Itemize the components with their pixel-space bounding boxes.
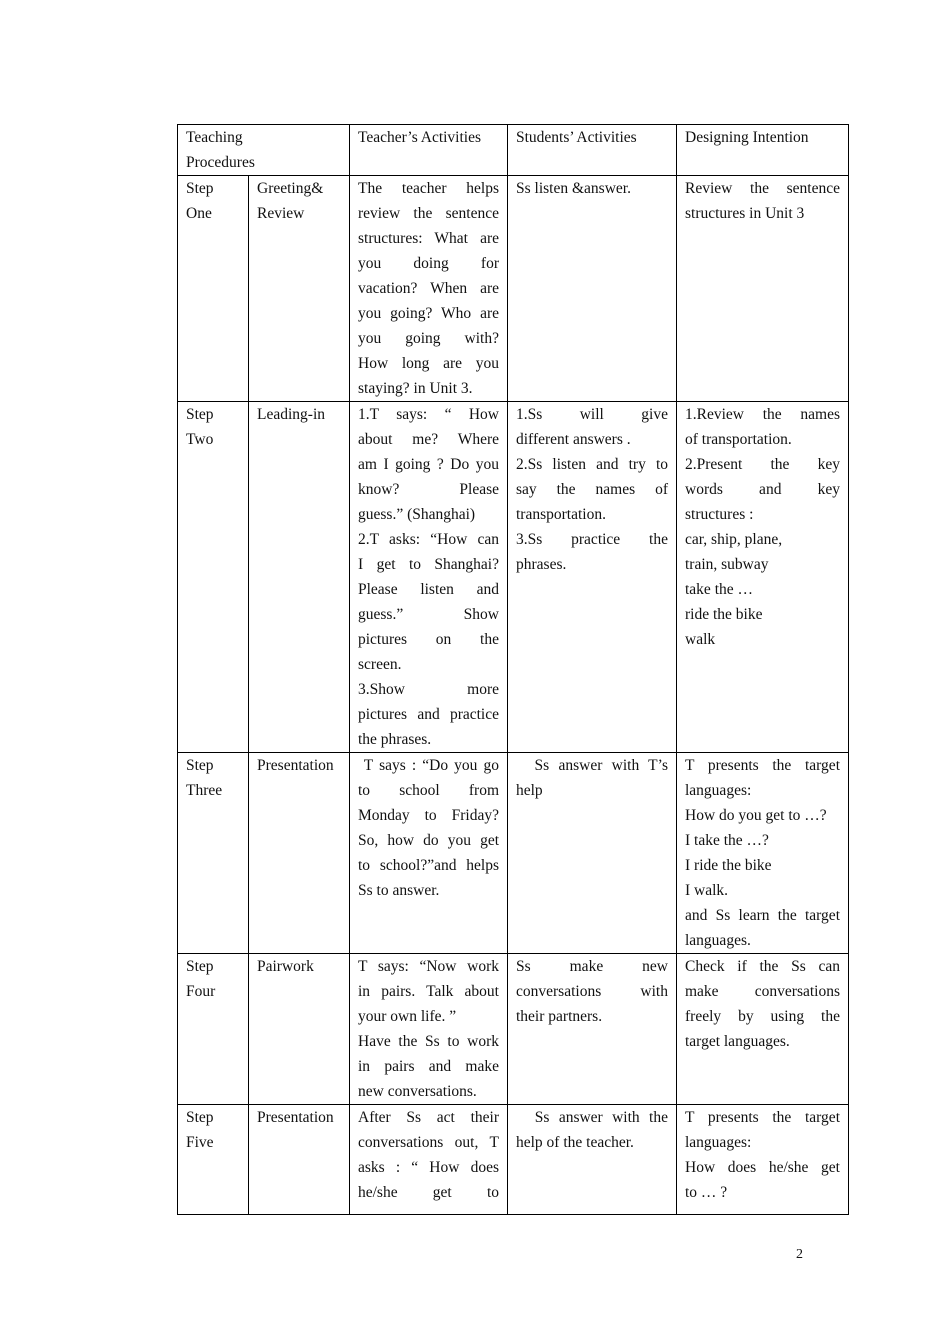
cell-line: in pairs and make <box>358 1058 499 1075</box>
cell-line: make conversations <box>685 983 840 1000</box>
cell-line: Four <box>186 983 216 1000</box>
table-row <box>178 402 849 753</box>
cell-line: Three <box>186 782 223 799</box>
cell-line: So, how do you get <box>358 832 499 849</box>
cell-line: One <box>186 205 212 222</box>
cell-line: 1.Ss will give <box>516 406 668 423</box>
cell-line: train, subway <box>685 556 769 573</box>
cell-line: you doing for <box>358 255 499 272</box>
intention-cell <box>677 753 849 954</box>
cell-line: structures: What are <box>358 230 499 247</box>
step-cell <box>178 954 249 1105</box>
cell-line: about me? Where <box>358 431 499 448</box>
cell-line: Monday to Friday? <box>358 807 499 824</box>
cell-line: and Ss learn the target <box>685 907 840 924</box>
cell-line: pictures and practice <box>358 706 499 723</box>
cell-line: transportation. <box>516 506 606 523</box>
intention-cell <box>677 176 849 402</box>
student-activity-cell <box>508 1105 677 1215</box>
cell-line: guess.” (Shanghai) <box>358 506 476 523</box>
cell-line: walk <box>685 631 716 648</box>
cell-line: I take the …? <box>685 832 769 849</box>
cell-line: words and key <box>685 481 840 498</box>
cell-line: staying? in Unit 3. <box>358 380 473 397</box>
cell-line: Presentation <box>257 757 334 774</box>
cell-line: I walk. <box>685 882 729 899</box>
cell-line: different answers . <box>516 431 631 448</box>
cell-line: Check if the Ss can <box>685 958 840 975</box>
cell-line: pictures on the <box>358 631 499 648</box>
cell-line: conversations out, T <box>358 1134 499 1151</box>
cell-line: T presents the target <box>685 757 840 774</box>
cell-line: Five <box>186 1134 214 1151</box>
cell-line: Step <box>186 1109 214 1126</box>
cell-line: languages: <box>685 782 752 799</box>
intention-cell <box>677 1105 849 1215</box>
cell-line: 2.Present the key <box>685 456 840 473</box>
teacher-activity-cell <box>350 402 508 753</box>
cell-line: Review <box>257 205 305 222</box>
table-row <box>178 753 849 954</box>
cell-line: Ss to answer. <box>358 882 440 899</box>
cell-line: I ride the bike <box>685 857 772 874</box>
cell-line: I get to Shanghai? <box>358 556 499 573</box>
cell-line: T presents the target <box>685 1109 840 1126</box>
header-teaching-procedures: Teaching Procedures <box>178 125 350 176</box>
step-cell <box>178 176 249 402</box>
cell-line: Step <box>186 180 214 197</box>
cell-line: freely by using the <box>685 1008 840 1025</box>
cell-line: How long are you <box>358 355 499 372</box>
cell-line: know? Please <box>358 481 499 498</box>
intention-cell <box>677 402 849 753</box>
cell-line: vacation? When are <box>358 280 499 297</box>
student-activity-cell <box>508 402 677 753</box>
cell-line: 3.Ss practice the <box>516 531 668 548</box>
cell-line: 1.Review the names <box>685 406 840 423</box>
cell-line: car, ship, plane, <box>685 531 783 548</box>
cell-line: Ss listen &answer. <box>516 180 631 197</box>
header-students-activities: Students’ Activities <box>508 125 677 176</box>
student-activity-cell <box>508 176 677 402</box>
cell-line: guess.” Show <box>358 606 499 623</box>
cell-line: The teacher helps <box>358 180 499 197</box>
cell-line: take the … <box>685 581 754 598</box>
table-row <box>178 954 849 1105</box>
cell-line: Two <box>186 431 214 448</box>
cell-line: After Ss act their <box>358 1109 499 1126</box>
cell-line: Ss answer with the <box>516 1109 668 1126</box>
student-activity-cell <box>508 954 677 1105</box>
cell-line: you going? Who are <box>358 305 499 322</box>
stage-cell <box>249 402 350 753</box>
cell-line: T says: “Now work <box>358 958 499 975</box>
table-header-row <box>178 125 849 176</box>
cell-line: conversations with <box>516 983 668 1000</box>
stage-cell <box>249 1105 350 1215</box>
table-row <box>178 1105 849 1215</box>
cell-line: am I going ? Do you <box>358 456 499 473</box>
cell-line: 2.T asks: “How can <box>358 531 499 548</box>
cell-line: Have the Ss to work <box>358 1033 499 1050</box>
cell-line: to school from <box>358 782 499 799</box>
table-row <box>178 176 849 402</box>
teacher-activity-cell <box>350 1105 508 1215</box>
cell-line: 1.T says: “ How <box>358 406 499 423</box>
cell-line: 2.Ss listen and try to <box>516 456 668 473</box>
step-cell <box>178 753 249 954</box>
cell-line: their partners. <box>516 1008 603 1025</box>
cell-line: Ss make new <box>516 958 668 975</box>
header-designing-intention: Designing Intention <box>677 125 849 176</box>
cell-line: your own life. ” <box>358 1008 457 1025</box>
cell-line: Step <box>186 757 214 774</box>
cell-line: screen. <box>358 656 402 673</box>
cell-line: target languages. <box>685 1033 790 1050</box>
cell-line: How does he/she get <box>685 1159 840 1176</box>
cell-line: Ss answer with T’s <box>516 757 668 774</box>
cell-line: How do you get to …? <box>685 807 827 824</box>
cell-line: he/she get to <box>358 1184 499 1201</box>
cell-line: new conversations. <box>358 1083 477 1100</box>
cell-line: 3.Show more <box>358 681 499 698</box>
cell-line: Pairwork <box>257 958 314 975</box>
teacher-activity-cell <box>350 176 508 402</box>
cell-line: review the sentence <box>358 205 499 222</box>
cell-line: Please listen and <box>358 581 499 598</box>
cell-line: the phrases. <box>358 731 432 748</box>
page-number: 2 <box>796 1247 803 1262</box>
cell-line: phrases. <box>516 556 567 573</box>
stage-cell <box>249 176 350 402</box>
cell-line: Review the sentence <box>685 180 840 197</box>
stage-cell <box>249 954 350 1105</box>
cell-line: help <box>516 782 543 799</box>
cell-line: to … ? <box>685 1184 728 1201</box>
cell-line: Step <box>186 958 214 975</box>
cell-line: structures : <box>685 506 754 523</box>
student-activity-cell <box>508 753 677 954</box>
cell-line: you going with? <box>358 330 499 347</box>
teacher-activity-cell <box>350 753 508 954</box>
teaching-procedures-table <box>177 124 849 1215</box>
teacher-activity-cell <box>350 954 508 1105</box>
cell-line: structures in Unit 3 <box>685 205 805 222</box>
cell-line: say the names of <box>516 481 668 498</box>
cell-line: languages: <box>685 1134 752 1151</box>
cell-line: asks : “ How does <box>358 1159 499 1176</box>
cell-line: languages. <box>685 932 751 949</box>
stage-cell <box>249 753 350 954</box>
cell-line: to school?”and helps <box>358 857 499 874</box>
cell-line: T says : “Do you go <box>358 757 499 774</box>
cell-line: Greeting& <box>257 180 324 197</box>
step-cell <box>178 1105 249 1215</box>
cell-line: in pairs. Talk about <box>358 983 499 1000</box>
intention-cell <box>677 954 849 1105</box>
cell-line: of transportation. <box>685 431 792 448</box>
cell-line: help of the teacher. <box>516 1134 634 1151</box>
cell-line: Step <box>186 406 214 423</box>
cell-line: ride the bike <box>685 606 763 623</box>
step-cell <box>178 402 249 753</box>
header-teacher-activities: Teacher’s Activities <box>350 125 508 176</box>
cell-line: Leading-in <box>257 406 326 423</box>
cell-line: Presentation <box>257 1109 334 1126</box>
